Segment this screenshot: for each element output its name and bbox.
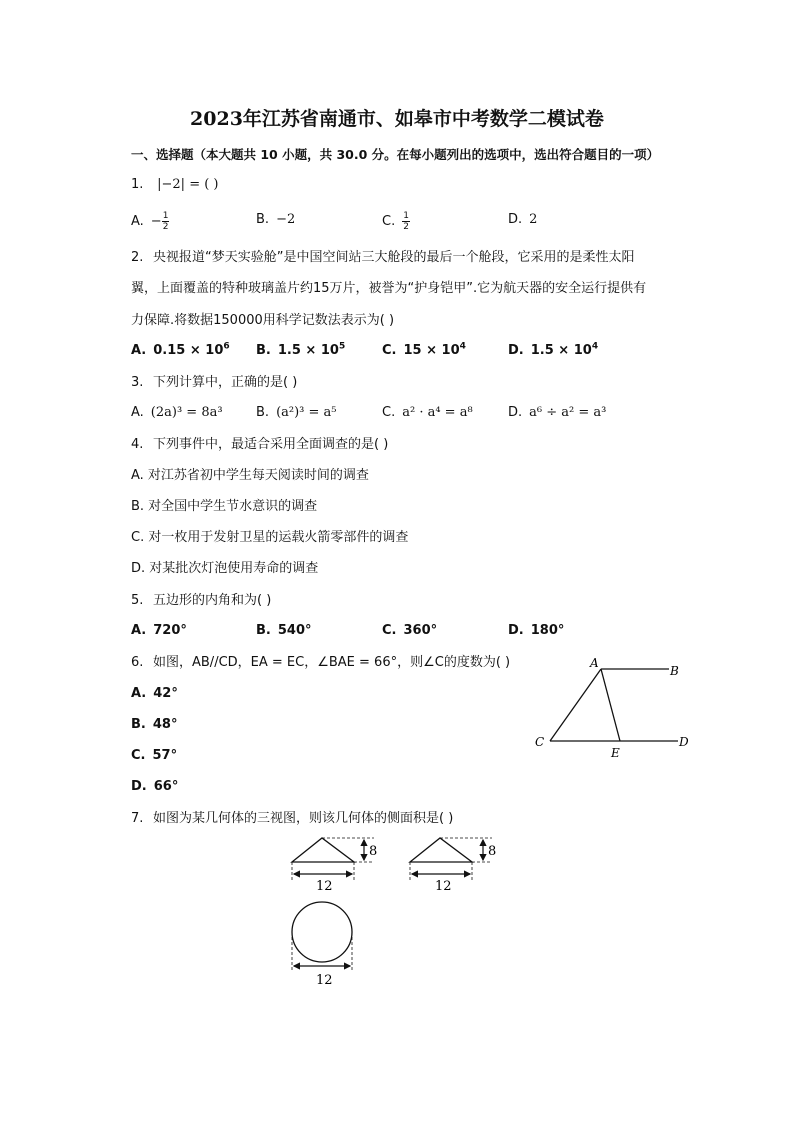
option-c[interactable] (382, 211, 410, 232)
option-a[interactable] (131, 211, 169, 232)
option-a[interactable] (131, 404, 223, 422)
segment-ac (550, 669, 601, 741)
option-value: 57° (152, 748, 178, 763)
option-label: B. (256, 623, 271, 638)
question-number: 1. (131, 177, 144, 192)
question-7 (131, 810, 453, 828)
option-b[interactable] (256, 211, 295, 229)
point-d-label: D (679, 735, 689, 749)
option-value: 48° (152, 717, 178, 732)
question-stem-line-2: 翼，上面覆盖的特种玻璃盖片约15万片，被誉为“护身铠甲”.它为航天器的安全运行提供有 (131, 281, 647, 296)
option-a[interactable] (131, 342, 230, 360)
side-view (410, 838, 496, 894)
option-label: C. (382, 405, 396, 420)
top-view (292, 902, 352, 988)
option-b[interactable] (131, 716, 177, 734)
question-stem: 如图，AB//CD，EA = EC，∠BAE = 66°，则∠C的度数为( ) (153, 655, 511, 670)
segment-ae (601, 669, 620, 741)
question-2 (131, 249, 634, 267)
question-stem: 下列计算中，正确的是( ) (153, 375, 298, 390)
option-label: D. (508, 623, 524, 638)
option-c[interactable] (382, 404, 473, 422)
question-5 (131, 592, 271, 610)
point-c-label: C (535, 735, 545, 749)
option-d[interactable] (508, 622, 564, 640)
option-value: (2a)³ = 8a³ (150, 405, 223, 420)
fraction (162, 211, 170, 232)
question-stem-line-1: 央视报道“梦天实验舱”是中国空间站三大舱段的最后一个舱段，它采用的是柔性太阳 (153, 250, 635, 265)
option-value: (a²)³ = a⁵ (276, 405, 337, 420)
front-height-label: 8 (369, 844, 378, 859)
question-number: 4. (131, 437, 144, 452)
option-d[interactable] (508, 211, 537, 229)
option-label: D. (508, 343, 524, 358)
option-value: a² · a⁴ = a⁸ (402, 405, 473, 420)
option-value: 180° (530, 623, 565, 638)
option-b[interactable] (256, 342, 345, 360)
option-label: C. (382, 623, 397, 638)
question-number: 6. (131, 655, 144, 670)
option-label: B. (131, 717, 146, 732)
option-label: C. (382, 214, 396, 229)
option-label: A. (131, 623, 147, 638)
option-value: −2 (276, 212, 296, 227)
option-d[interactable] (508, 404, 606, 422)
option-value: 540° (277, 623, 312, 638)
side-width-label: 12 (435, 879, 452, 894)
numerator: 1 (403, 211, 409, 221)
option-value: 1.5 × 10 (530, 343, 592, 358)
option-value: 42° (153, 686, 178, 701)
option-value: 0.15 × 10 (153, 343, 224, 358)
option-d[interactable] (508, 342, 598, 360)
option-value: 15 × 10 (403, 343, 460, 358)
question-number: 5. (131, 593, 144, 608)
option-b[interactable]: B. 对全国中学生节水意识的调查 (131, 499, 318, 514)
question-stem: 如图为某几何体的三视图，则该几何体的侧面积是( ) (153, 811, 454, 826)
page-title: 2023年江苏省南通市、如皋市中考数学二模试卷 (190, 108, 604, 130)
front-view (292, 838, 377, 894)
option-label: D. (508, 212, 523, 227)
option-value: 66° (153, 779, 179, 794)
question-stem: 下列事件中，最适合采用全面调查的是( ) (153, 437, 389, 452)
option-c[interactable] (382, 342, 466, 360)
exponent: 5 (338, 341, 346, 352)
option-value: 1.5 × 10 (277, 343, 339, 358)
option-label: B. (256, 212, 270, 227)
point-e-label: E (611, 746, 620, 760)
geometry-figure-q6 (528, 652, 698, 764)
denominator: 2 (403, 222, 409, 232)
option-d[interactable]: D. 对某批次灯泡使用寿命的调查 (131, 561, 319, 576)
front-width-label: 12 (316, 879, 333, 894)
three-view-figure-q7 (280, 832, 520, 992)
option-label: A. (131, 686, 147, 701)
question-4 (131, 436, 388, 454)
option-value: 720° (153, 623, 187, 638)
exponent: 6 (223, 341, 230, 352)
fraction (402, 211, 410, 232)
denominator: 2 (162, 222, 169, 232)
option-c[interactable] (382, 622, 437, 640)
option-sign: − (150, 214, 162, 229)
exponent: 4 (591, 341, 599, 352)
question-stem-line-3: 力保障.将数据150000用科学记数法表示为( ) (131, 313, 395, 328)
option-a[interactable] (131, 622, 187, 640)
option-value: 2 (529, 212, 538, 227)
exponent: 4 (459, 341, 466, 352)
option-label: A. (131, 214, 144, 229)
question-1 (131, 176, 219, 194)
point-a-label: A (590, 656, 599, 670)
question-stem: |−2| = ( ) (157, 177, 219, 192)
section-heading: 一、选择题（本大题共 10 小题，共 30.0 分。在每小题列出的选项中，选出符合题目的一项） (131, 147, 660, 162)
option-b[interactable] (256, 404, 337, 422)
question-number: 7. (131, 811, 144, 826)
option-c[interactable] (131, 747, 177, 765)
option-label: A. (131, 405, 144, 420)
option-a[interactable] (131, 685, 178, 703)
option-value: 360° (403, 623, 438, 638)
question-6 (131, 654, 510, 672)
numerator: 1 (162, 211, 169, 221)
option-label: A. (131, 343, 147, 358)
option-label: C. (382, 343, 397, 358)
side-height-label: 8 (488, 844, 497, 859)
option-label: D. (131, 779, 147, 794)
point-b-label: B (670, 664, 679, 678)
option-b[interactable] (256, 622, 312, 640)
option-label: D. (508, 405, 523, 420)
option-label: B. (256, 405, 270, 420)
option-label: C. (131, 748, 146, 763)
option-c[interactable]: C. 对一枚用于发射卫星的运载火箭零部件的调查 (131, 530, 409, 545)
top-width-label: 12 (316, 973, 333, 988)
option-d[interactable] (131, 778, 178, 796)
question-3 (131, 374, 297, 392)
option-label: B. (256, 343, 271, 358)
option-a[interactable]: A. 对江苏省初中学生每天阅读时间的调查 (131, 468, 369, 483)
question-number: 3. (131, 375, 144, 390)
option-value: a⁶ ÷ a² = a³ (529, 405, 607, 420)
question-number: 2. (131, 250, 144, 265)
question-stem: 五边形的内角和为( ) (153, 593, 272, 608)
